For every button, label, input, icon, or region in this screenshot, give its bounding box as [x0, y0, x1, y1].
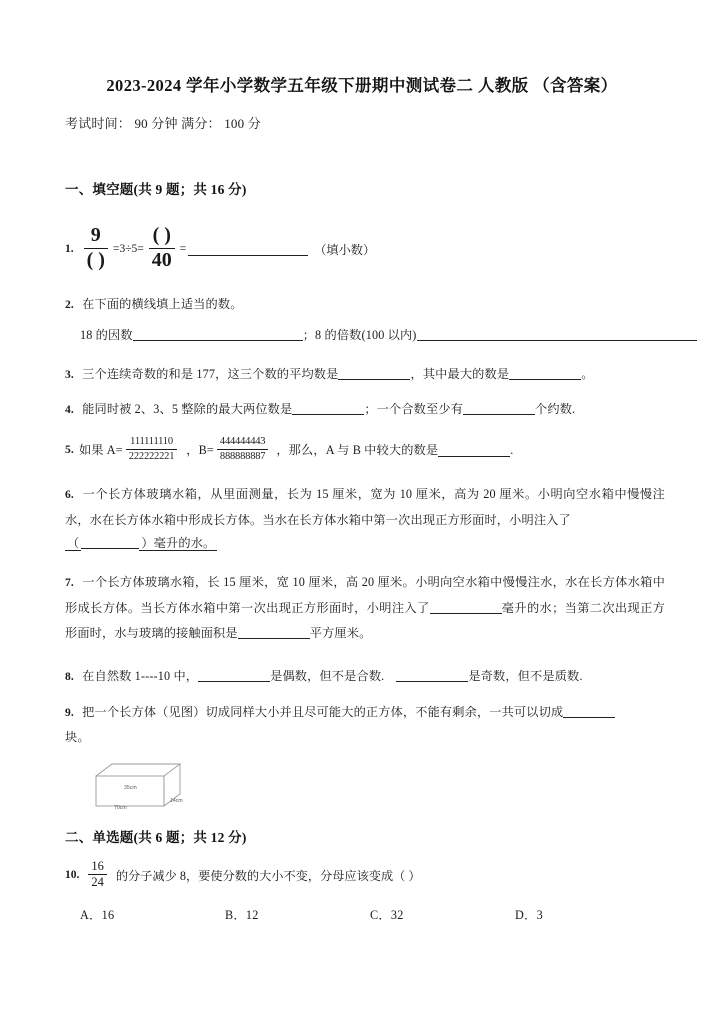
question-6-text-part-3: ）毫升的水。 — [141, 536, 216, 550]
fraction-a — [126, 435, 177, 462]
fraction-b — [217, 435, 268, 462]
answer-blank[interactable] — [463, 401, 535, 415]
answer-blank[interactable] — [396, 668, 468, 682]
fraction-denominator: 888888887 — [219, 450, 266, 462]
question-6 — [65, 482, 665, 533]
question-10-number: 10. — [65, 869, 80, 881]
cuboid-figure — [88, 758, 223, 820]
section-heading-fill-in-blank: 一、填空题(共 9 题；共 16 分) — [65, 182, 247, 197]
question-1-number: 1. — [65, 243, 74, 255]
question-2-part-a-label: 18 的因数 — [80, 328, 133, 342]
question-6-answer-line — [65, 531, 665, 556]
answer-blank[interactable] — [188, 242, 308, 256]
question-2-separator: ； — [302, 328, 316, 342]
question-5-tail: ，那么，A 与 B 中较大的数是 — [276, 442, 439, 457]
answer-blank[interactable] — [509, 366, 581, 380]
question-3-text-part-3: 。 — [581, 367, 594, 381]
answer-blank[interactable] — [133, 327, 303, 341]
question-2-part-b-label: 8 的倍数(100 以内) — [315, 328, 417, 342]
question-4 — [65, 397, 665, 423]
cuboid-icon — [88, 758, 223, 820]
fraction-blank-over-40 — [149, 224, 175, 272]
question-1-equals-second: = — [179, 243, 187, 255]
answer-blank[interactable] — [81, 535, 139, 549]
question-10-text: 的分子减少 8，要使分数的大小不变，分母应该变成（ ） — [115, 868, 421, 883]
fraction-numerator: 16 — [88, 859, 107, 875]
question-4-text-part-3: 个约数. — [535, 402, 576, 416]
fraction-numerator: ( ) — [149, 224, 175, 249]
fraction-numerator: 111111110 — [126, 435, 177, 449]
question-6-text-part-1: 一个长方体玻璃水箱，从里面测量，长为 15 厘米，宽为 10 厘米，高为 20 厘米。小明向空水箱中慢慢注水，水在长方体水箱中形成长方体。当水在长方体水箱中第一次出现正方形面时，小明注入了 — [65, 487, 665, 527]
option-d[interactable]: D．3 — [515, 908, 543, 922]
answer-blank[interactable] — [430, 600, 502, 614]
question-7-text-part-2: 毫升的水；当第二次出现正方形面时，水与玻璃的接触面积是 — [65, 601, 665, 640]
question-5-end: . — [510, 442, 514, 457]
answer-blank[interactable] — [338, 366, 410, 380]
question-8-text-part-2: 是偶数，但不是合数. — [270, 669, 385, 683]
question-9-number: 9. — [65, 707, 74, 719]
question-9-text-part-1: 把一个长方体（见图）切成同样大小并且尽可能大的正方体，不能有剩余，一共可以切成 — [82, 705, 564, 719]
page-title: 2023-2024 学年小学数学五年级下册期中测试卷二 人教版 （含答案） — [106, 76, 618, 95]
answer-blank[interactable] — [198, 668, 270, 682]
question-7-number: 7. — [65, 577, 74, 589]
question-9 — [65, 700, 710, 726]
question-1 — [65, 222, 665, 276]
question-3-text-part-2: ，其中最大的数是 — [410, 367, 510, 381]
answer-blank[interactable] — [417, 327, 697, 341]
question-5-lead: 如果 A= — [78, 442, 123, 457]
fraction-denominator: ( ) — [86, 248, 105, 271]
question-5-number: 5. — [65, 443, 74, 456]
question-7-text-part-3: 平方厘米。 — [309, 626, 372, 640]
option-c[interactable]: C．32 — [370, 908, 404, 922]
fraction-numerator: 9 — [84, 224, 108, 249]
question-6-number: 6. — [65, 489, 74, 501]
answer-blank[interactable] — [292, 401, 364, 415]
fraction-9-over-blank — [84, 224, 108, 272]
answer-blank[interactable] — [238, 625, 310, 639]
question-3-number: 3. — [65, 369, 74, 381]
question-2-subline — [80, 323, 720, 348]
question-4-text-part-1: 能同时被 2、3、5 整除的最大两位数是 — [82, 402, 293, 416]
fraction-denominator: 24 — [91, 874, 104, 889]
section-heading-multiple-choice: 二、单选题(共 6 题；共 12 分) — [65, 830, 247, 845]
question-8-text-part-1: 在自然数 1----10 中， — [82, 669, 199, 683]
question-3 — [65, 362, 665, 388]
figure-label-front: 70cm — [114, 805, 127, 811]
figure-label-side: 14cm — [170, 798, 183, 804]
figure-label-top: 35cm — [124, 785, 137, 791]
question-5 — [65, 430, 665, 470]
question-7-text-part-1: 一个长方体玻璃水箱，长 15 厘米，宽 10 厘米，高 20 厘米。小明向空水箱中慢慢注水，水在长方体水箱中形成长方体。当长方体水箱中第一次出现正方形面时，小明注入了 — [65, 575, 665, 615]
question-10-options — [80, 906, 680, 923]
question-1-hint: （填小数） — [314, 242, 376, 257]
question-9-continuation — [65, 725, 665, 750]
question-8-number: 8. — [65, 671, 74, 683]
answer-blank[interactable] — [563, 704, 615, 718]
question-4-number: 4. — [65, 404, 74, 416]
answer-paren-open: （ — [67, 536, 80, 550]
fraction-numerator: 444444443 — [217, 435, 268, 449]
fraction-denominator: 222222221 — [128, 450, 175, 462]
question-4-text-part-2: ；一个合数至少有 — [364, 402, 464, 416]
question-2-number: 2. — [65, 299, 74, 311]
question-7 — [65, 570, 665, 646]
question-8-text-part-3: 是奇数，但不是质数. — [468, 669, 583, 683]
option-a[interactable]: A．16 — [80, 908, 115, 922]
question-1-equals-first: =3÷5= — [112, 243, 144, 255]
question-9-text-part-2: 块。 — [65, 730, 90, 744]
question-10 — [65, 856, 665, 894]
question-2-text: 在下面的横线填上适当的数。 — [82, 297, 243, 311]
answer-blank[interactable] — [438, 443, 510, 457]
fraction-denominator: 40 — [151, 248, 172, 271]
question-5-mid: ，B= — [186, 442, 214, 457]
option-b[interactable]: B．12 — [225, 908, 259, 922]
question-8 — [65, 664, 665, 690]
question-3-text-part-1: 三个连续奇数的和是 177，这三个数的平均数是 — [82, 367, 339, 381]
fraction-16-over-24 — [88, 859, 107, 890]
exam-info: 考试时间： 90 分钟 满分： 100 分 — [65, 116, 261, 131]
question-2 — [65, 292, 665, 318]
